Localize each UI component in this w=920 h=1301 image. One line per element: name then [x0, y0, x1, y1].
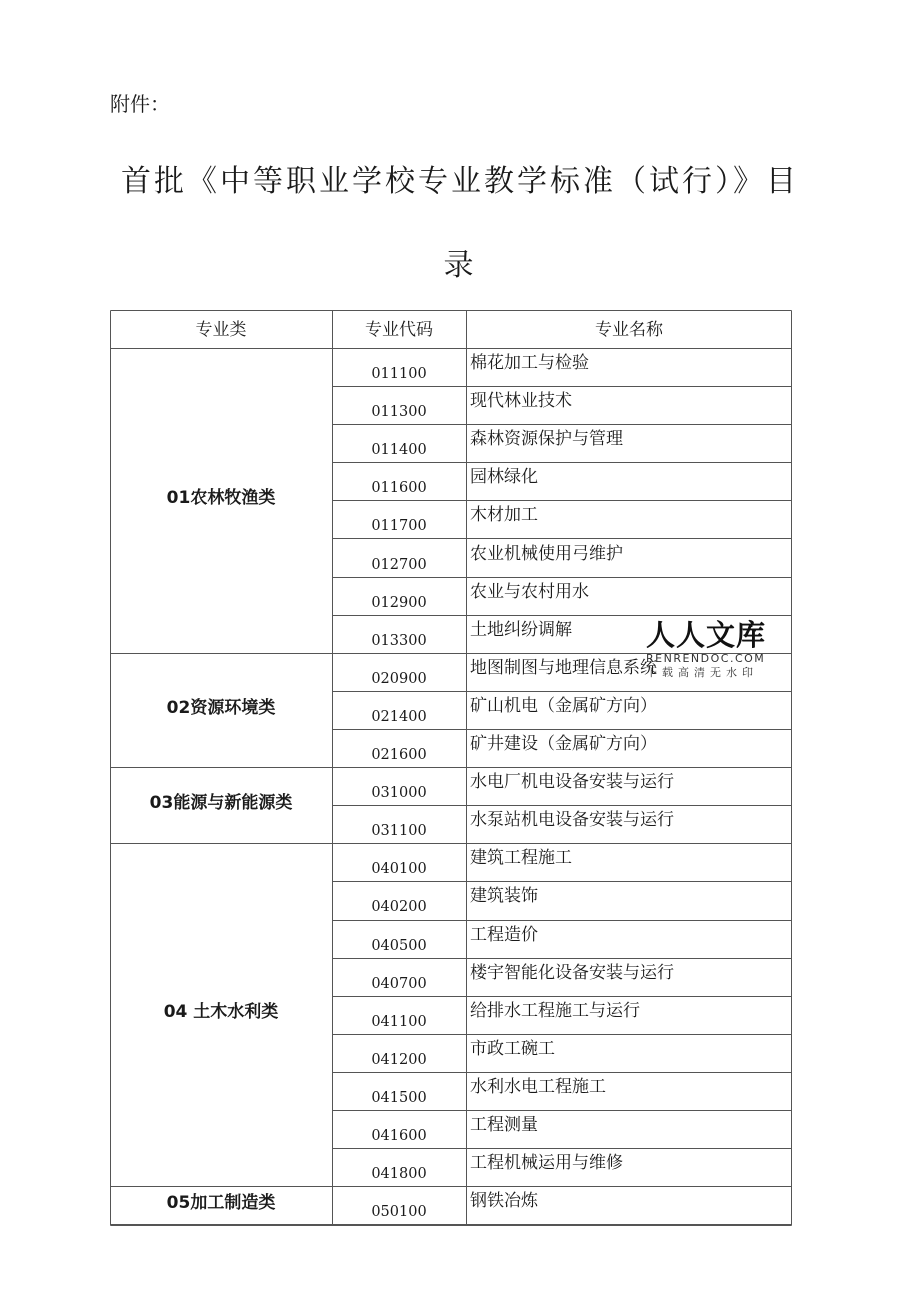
specialty-code: 011100 [371, 366, 427, 382]
specialty-name: 棉花加工与检验 [470, 353, 589, 373]
specialty-name: 工程造价 [470, 924, 538, 945]
specialty-code: 031000 [371, 785, 427, 802]
specialty-code: 041800 [371, 1166, 427, 1183]
specialty-name: 市政工碗工 [470, 1038, 555, 1059]
specialty-name: 工程机械运用与维修 [470, 1153, 623, 1174]
watermark-logo-text: 人人文库 [646, 618, 767, 652]
specialty-name: 钢铁冶炼 [470, 1191, 538, 1212]
specialty-name: 地图制图与地理信息系统 [470, 657, 657, 678]
specialty-name: 建筑工程施工 [470, 848, 572, 869]
specialty-name: 现代林业技术 [470, 391, 572, 412]
category-label: 03能源与新能源类 [149, 793, 293, 814]
specialty-code: 011600 [371, 480, 427, 497]
specialty-name: 水泵站机电设备安装与运行 [470, 810, 674, 831]
specialty-code: 020900 [371, 670, 427, 687]
specialty-code: 012900 [371, 594, 427, 611]
specialty-name: 木材加工 [470, 505, 538, 526]
specialty-code: 041100 [371, 1013, 427, 1030]
specialty-code: 012700 [371, 556, 427, 573]
category-label: 05加工制造类 [166, 1193, 276, 1214]
specialty-code: 021400 [371, 708, 427, 725]
attachment-label: 附件： [110, 92, 170, 116]
specialty-code: 041600 [371, 1128, 427, 1144]
specialty-name: 农业与农村用水 [470, 581, 589, 602]
specialty-name: 矿井建设（金属矿方向） [470, 734, 657, 754]
column-header: 专业代码 [365, 320, 433, 340]
specialty-code: 041500 [371, 1089, 427, 1106]
specialty-code: 011700 [371, 518, 427, 535]
specialty-code: 040500 [371, 937, 427, 954]
specialty-name: 楼宇智能化设备安装与运行 [470, 962, 674, 983]
specialty-code: 040700 [371, 975, 427, 992]
specialty-code: 040200 [371, 899, 427, 916]
category-label: 04 土木水利类 [163, 1002, 279, 1023]
specialty-name: 工程测量 [470, 1115, 538, 1135]
specialty-name: 森林资源保护与管理 [470, 429, 623, 450]
specialty-code: 031100 [371, 823, 427, 840]
category-label: 01农林牧渔类 [166, 488, 276, 508]
specialty-code: 021600 [371, 747, 427, 763]
specialty-table [110, 310, 792, 1226]
specialty-code: 050100 [371, 1204, 427, 1221]
specialty-code: 040100 [371, 861, 427, 878]
watermark-tagline: 下载高清无水印 [646, 666, 758, 679]
watermark [646, 618, 776, 680]
specialty-name: 土地纠纷调解 [470, 619, 572, 640]
specialty-name: 农业机械使用弓维护 [470, 543, 623, 564]
specialty-name: 建筑装饰 [470, 886, 538, 907]
watermark-url: RENRENDOC.COM [646, 652, 766, 665]
column-header: 专业类 [195, 320, 247, 340]
specialty-name: 园林绿化 [470, 467, 538, 488]
document-title: 首批《中等职业学校专业教学标准（试行）》目 [121, 164, 799, 199]
specialty-code: 013300 [371, 632, 427, 649]
specialty-name: 给排水工程施工与运行 [470, 1000, 640, 1021]
specialty-name: 矿山机电（金属矿方向） [470, 695, 657, 716]
specialty-code: 011400 [371, 442, 427, 459]
specialty-name: 水利水电工程施工 [470, 1076, 606, 1097]
specialty-code: 041200 [371, 1051, 427, 1068]
document-title-continued: 录 [443, 248, 477, 283]
column-header: 专业名称 [595, 320, 663, 340]
category-label: 02资源环境类 [166, 697, 276, 718]
specialty-name: 水电厂机电设备安装与运行 [470, 772, 674, 793]
specialty-code: 011300 [371, 404, 427, 421]
